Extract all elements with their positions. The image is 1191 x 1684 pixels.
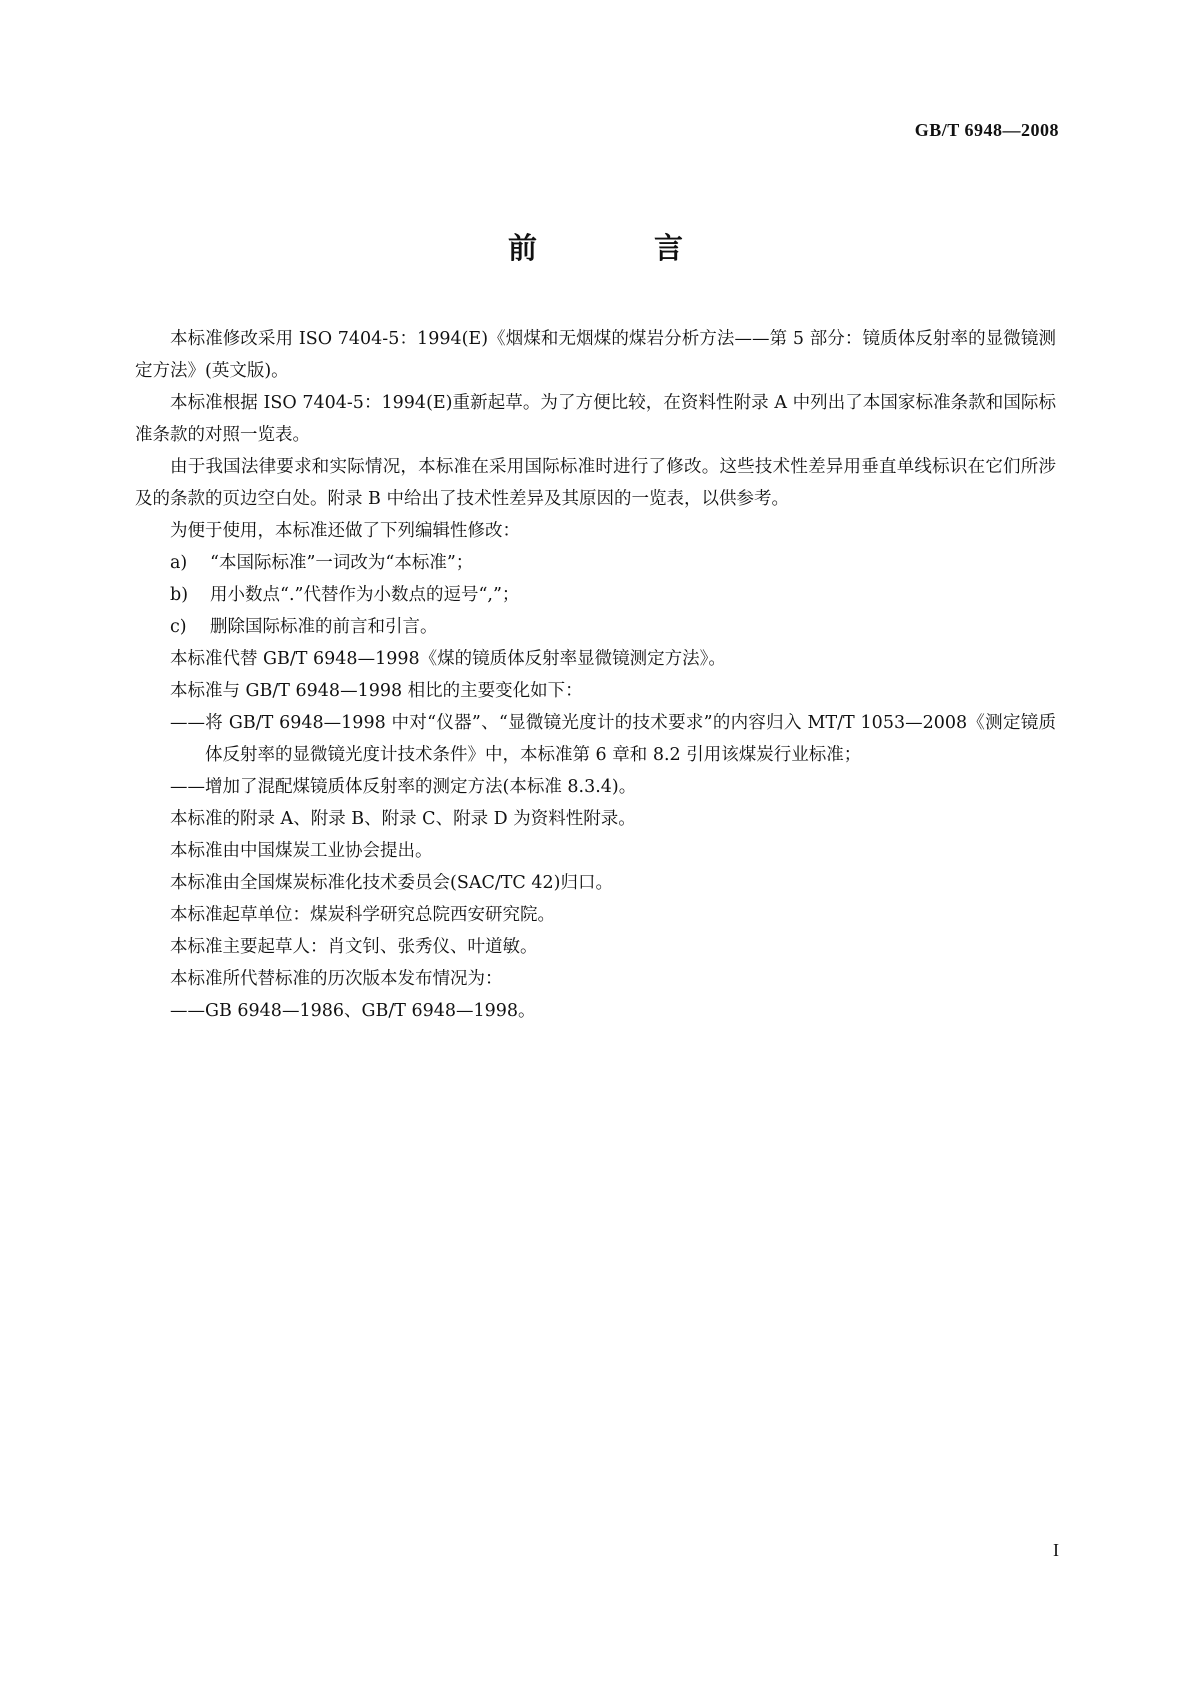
foreword-body <box>135 323 1056 1027</box>
list-marker-a: a) <box>170 553 188 573</box>
page-title: 前 言 <box>507 231 727 265</box>
paragraph-redrafted: 本标准根据 ISO 7404-5：1994(E)重新起草。为了方便比较，在资料性附录 A 中列出了本国家标准条款和国际标准条款的对照一览表。 <box>135 393 1056 445</box>
list-marker-c: c) <box>170 617 187 637</box>
paragraph-drafting-unit: 本标准起草单位：煤炭科学研究总院西安研究院。 <box>170 905 555 925</box>
paragraph-replaces: 本标准代替 GB/T 6948—1998《煤的镜质体反射率显微镜测定方法》。 <box>170 649 726 669</box>
paragraph-adoption: 本标准修改采用 ISO 7404-5：1994(E)《烟煤和无烟煤的煤岩分析方法——第 5 部分：镜质体反射率的显微镜测定方法》(英文版)。 <box>135 329 1056 381</box>
list-text-c: 删除国际标准的前言和引言。 <box>210 617 438 637</box>
paragraph-centralized-by: 本标准由全国煤炭标准化技术委员会(SAC/TC 42)归口。 <box>170 873 613 893</box>
paragraph-technical-differences: 由于我国法律要求和实际情况，本标准在采用国际标准时进行了修改。这些技术性差异用垂直单线标识在它们所涉及的条款的页边空白处。附录 B 中给出了技术性差异及其原因的一览表，以供参考。 <box>135 457 1056 509</box>
list-text-a: “本国际标准”一词改为“本标准”； <box>210 553 474 573</box>
page-number: I <box>1053 1540 1059 1560</box>
dash-item-instrument: ——将 GB/T 6948—1998 中对“仪器”、“显微镜光度计的技术要求”的内容归入 MT/T 1053—2008《测定镜质体反射率的显微镜光度计技术条件》中，本标准第 6 章和 8.2 引用该煤炭行业标准； <box>170 713 1056 765</box>
list-text-b: 用小数点“.”代替作为小数点的逗号“,”； <box>210 585 520 605</box>
paragraph-proposed-by: 本标准由中国煤炭工业协会提出。 <box>170 841 433 861</box>
list-item-c <box>135 611 1056 643</box>
paragraph-history-intro: 本标准所代替标准的历次版本发布情况为： <box>170 969 503 989</box>
paragraph-drafters: 本标准主要起草人：肖文钊、张秀仪、叶道敏。 <box>170 937 538 957</box>
document-code: GB/T 6948—2008 <box>914 120 1059 140</box>
list-item-a <box>135 547 1056 579</box>
paragraph-changes-intro: 本标准与 GB/T 6948—1998 相比的主要变化如下： <box>170 681 583 701</box>
paragraph-annexes: 本标准的附录 A、附录 B、附录 C、附录 D 为资料性附录。 <box>170 809 636 829</box>
dash-item-previous-editions: ——GB 6948—1986、GB/T 6948—1998。 <box>170 1001 536 1021</box>
list-marker-b: b) <box>170 585 189 605</box>
dash-item-blended-coal: ——增加了混配煤镜质体反射率的测定方法(本标准 8.3.4)。 <box>170 777 637 797</box>
list-item-b <box>135 579 1056 611</box>
paragraph-editorial-intro: 为便于使用，本标准还做了下列编辑性修改： <box>170 521 520 541</box>
